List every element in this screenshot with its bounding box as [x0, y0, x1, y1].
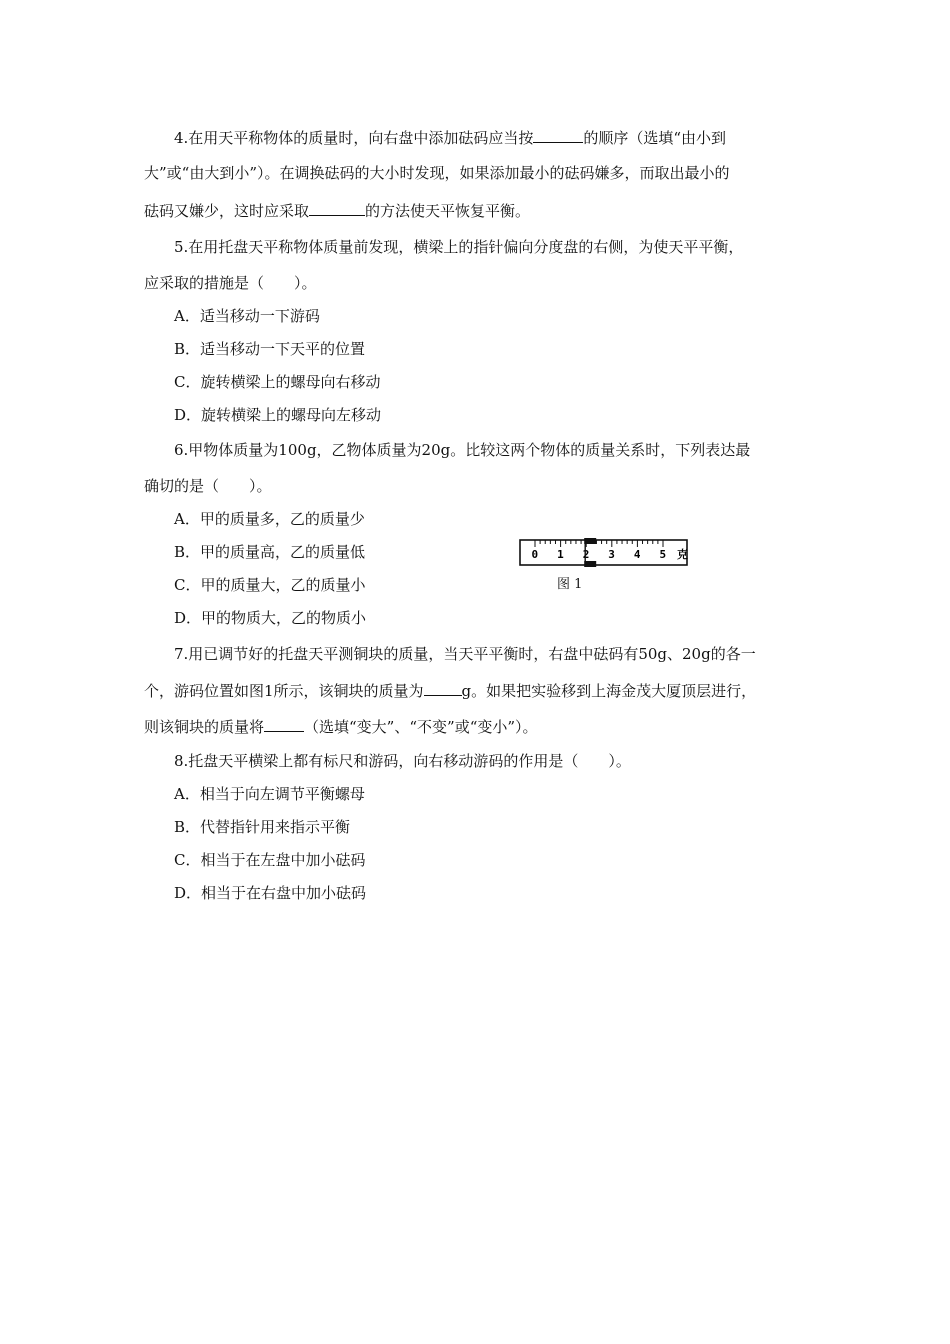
q8-option-a[interactable]: A．相当于向左调节平衡螺母 [174, 785, 365, 803]
tick-label: 5 [659, 548, 667, 561]
q7-line-2 [144, 680, 756, 701]
q8-option-b[interactable]: B．代替指针用来指示平衡 [174, 818, 351, 836]
tick-label: 2 [582, 548, 590, 561]
q6-option-d[interactable]: D．甲的物质大，乙的物质小 [174, 609, 367, 627]
tick-label: 4 [633, 548, 641, 561]
q5-line-1: 5.在用托盘天平称物体质量前发现，横梁上的指针偏向分度盘的右侧，为使天平平衡， [174, 238, 744, 256]
q5-line-2: 应采取的措施是（ ）。 [144, 274, 317, 292]
q6-line-2: 确切的是（ ）。 [144, 477, 272, 495]
tick-label: 1 [557, 548, 564, 561]
q8-option-d[interactable]: D．相当于在右盘中加小砝码 [174, 884, 367, 902]
q6-option-a[interactable]: A．甲的质量多，乙的质量少 [174, 510, 365, 528]
q5-option-c[interactable]: C．旋转横梁上的螺母向右移动 [174, 373, 381, 391]
rider-top [584, 538, 596, 544]
q7-text-2b: g。如果把实验移到上海金茂大厦顶层进行， [461, 682, 757, 700]
figure-1-rider-scale [519, 537, 689, 597]
q6-line-1: 6.甲物体质量为100g，乙物体质量为20g。比较这两个物体的质量关系时，下列表达最 [174, 441, 751, 459]
q7-line-3 [144, 716, 538, 737]
tick-label: 0 [531, 548, 539, 561]
rider-bottom [584, 561, 596, 567]
q8-line-1: 8.托盘天平横梁上都有标尺和游码，向右移动游码的作用是（ ）。 [174, 752, 631, 770]
q7-blank-1[interactable] [424, 680, 462, 696]
q4-text-3b: 的方法使天平恢复平衡。 [365, 202, 531, 220]
tick-label: 3 [608, 548, 615, 561]
scale-unit-label: 克 [677, 548, 688, 561]
q7-text-2a: 个，游码位置如图1所示，该铜块的质量为 [144, 682, 424, 700]
q4-text-1b: 的顺序（选填“由小到 [583, 129, 726, 147]
q4-line-2: 大”或“由大到小”）。在调换砝码的大小时发现，如果添加最小的砝码嫌多，而取出最小的 [144, 164, 730, 182]
q5-option-b[interactable]: B．适当移动一下天平的位置 [174, 340, 366, 358]
q4-text-1a: 4.在用天平称物体的质量时，向右盘中添加砝码应当按 [174, 129, 534, 147]
q7-text-3b: （选填“变大”、“不变”或“变小”）。 [304, 718, 538, 736]
q5-option-d[interactable]: D．旋转横梁上的螺母向左移动 [174, 406, 382, 424]
q5-option-a[interactable]: A．适当移动一下游码 [174, 307, 320, 325]
q7-text-3a: 则该铜块的质量将 [144, 718, 265, 736]
figure-1-caption: 图 1 [557, 577, 583, 592]
q6-option-c[interactable]: C．甲的质量大，乙的质量小 [174, 576, 366, 594]
q8-option-c[interactable]: C．相当于在左盘中加小砝码 [174, 851, 366, 869]
q4-blank-1[interactable] [533, 127, 583, 143]
q4-line-1 [174, 127, 726, 148]
q4-blank-2[interactable] [309, 200, 365, 216]
q4-text-3a: 砝码又嫌少，这时应采取 [144, 202, 310, 220]
q7-line-1: 7.用已调节好的托盘天平测铜块的质量，当天平平衡时，右盘中砝码有50g、20g的各一 [174, 645, 756, 663]
q6-option-b[interactable]: B．甲的质量高，乙的质量低 [174, 543, 366, 561]
q7-blank-2[interactable] [264, 716, 304, 732]
q4-line-3 [144, 200, 530, 221]
